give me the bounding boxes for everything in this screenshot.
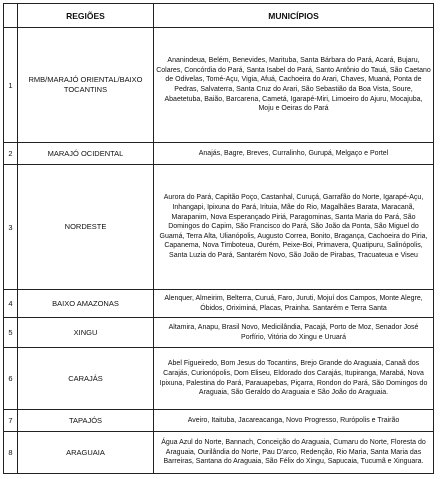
table-row: [4, 28, 434, 143]
row-region: RMB/MARAJÓ ORIENTAL/BAIXO TOCANTINS: [18, 28, 154, 143]
row-municipalities: Ananindeua, Belém, Benevides, Marituba, Santa Bárbara do Pará, Acará, Bujaru, Colares, Concórdia do Pará, Santa Isabel do Pará, Santo Antônio do Tauá, São Caetano de Odivelas, Tomé-Açu, Vigia, Afuá, Cachoeira do Arari, Chaves, Muaná, Ponta de Pedras, Salvaterra, Santa Cruz do Arari, São Sebastião da Boa Vista, Soure, Abaetetuba, Baião, Barcarena, Cametá, Igarapé-Miri, Limoeiro do Ajuru, Mocajuba, Moju e Oeiras do Pará: [154, 28, 434, 143]
row-region: CARAJÁS: [18, 348, 154, 410]
row-municipalities: Aurora do Pará, Capitão Poço, Castanhal, Curuçá, Garrafão do Norte, Igarapé-Açu, Inhangapi, Ipixuna do Pará, Irituia, Mãe do Rio, Magalhães Barata, Maracanã, Marapanim, Nova Esperançado Piriá, Paragominas, Santa Maria do Pará, São Domingos do Capim, São Francisco do Pará, São João da Ponta, São Miguel do Guamá, Terra Alta, Ulianópolis, Augusto Correa, Bonito, Bragança, Cachoeira do Piria, Capanema, Nova Timboteua, Ourém, Peixe-Boi, Primavera, Quatipuru, Salinópolis, Santa Luzia do Pará, Santarém Novo, São João de Pirabas, Tracuateua e Viseu: [154, 165, 434, 290]
row-number: 7: [4, 410, 18, 432]
table-row: [4, 348, 434, 410]
table-row: [4, 165, 434, 290]
row-number: 8: [4, 432, 18, 474]
row-municipalities: Alenquer, Almeirim, Belterra, Curuá, Faro, Juruti, Mojuí dos Campos, Monte Alegre, Óbidos, Oriximiná, Placas, Prainha. Santarém e Terra Santa: [154, 290, 434, 318]
row-municipalities: Aveiro, Itaituba, Jacareacanga, Novo Progresso, Rurópolis e Trairão: [154, 410, 434, 432]
row-region: MARAJÓ OCIDENTAL: [18, 143, 154, 165]
row-number: 1: [4, 28, 18, 143]
row-region: BAIXO AMAZONAS: [18, 290, 154, 318]
table-row: [4, 318, 434, 348]
table-row: [4, 410, 434, 432]
table-row: [4, 290, 434, 318]
row-region: XINGU: [18, 318, 154, 348]
row-municipalities: Água Azul do Norte, Bannach, Conceição do Araguaia, Cumaru do Norte, Floresta do Araguaia, Ourilândia do Norte, Pau D'arco, Redenção, Rio Maria, Santa Maria das Barreiras, Santana do Araguaia, São Félix do Xingu, Sapucaia, Tucumã e Xinguara.: [154, 432, 434, 474]
row-number: 5: [4, 318, 18, 348]
row-municipalities: Abel Figueiredo, Bom Jesus do Tocantins, Brejo Grande do Araguaia, Canaã dos Carajás, Curionópolis, Dom Eliseu, Eldorado dos Carajás, Itupiranga, Marabá, Nova Ipixuna, Palestina do Pará, Parauapebas, Piçarra, Rondon do Pará, São Domingos do Araguaia, São Geraldo do Araguaia e São João do Araguaia.: [154, 348, 434, 410]
header-regioes: REGIÕES: [18, 4, 154, 28]
regions-table: [3, 3, 434, 474]
row-region: ARAGUAIA: [18, 432, 154, 474]
header-row: [4, 4, 434, 28]
row-region: NORDESTE: [18, 165, 154, 290]
table-row: [4, 432, 434, 474]
row-number: 3: [4, 165, 18, 290]
header-number: [4, 4, 18, 28]
row-number: 4: [4, 290, 18, 318]
row-municipalities: Anajás, Bagre, Breves, Curralinho, Gurupá, Melgaço e Portel: [154, 143, 434, 165]
row-number: 6: [4, 348, 18, 410]
row-number: 2: [4, 143, 18, 165]
table-row: [4, 143, 434, 165]
row-municipalities: Altamira, Anapu, Brasil Novo, Medicilândia, Pacajá, Porto de Moz, Senador José Porfírio, Vitória do Xingu e Uruará: [154, 318, 434, 348]
header-municipios: MUNICÍPIOS: [154, 4, 434, 28]
row-region: TAPAJÓS: [18, 410, 154, 432]
